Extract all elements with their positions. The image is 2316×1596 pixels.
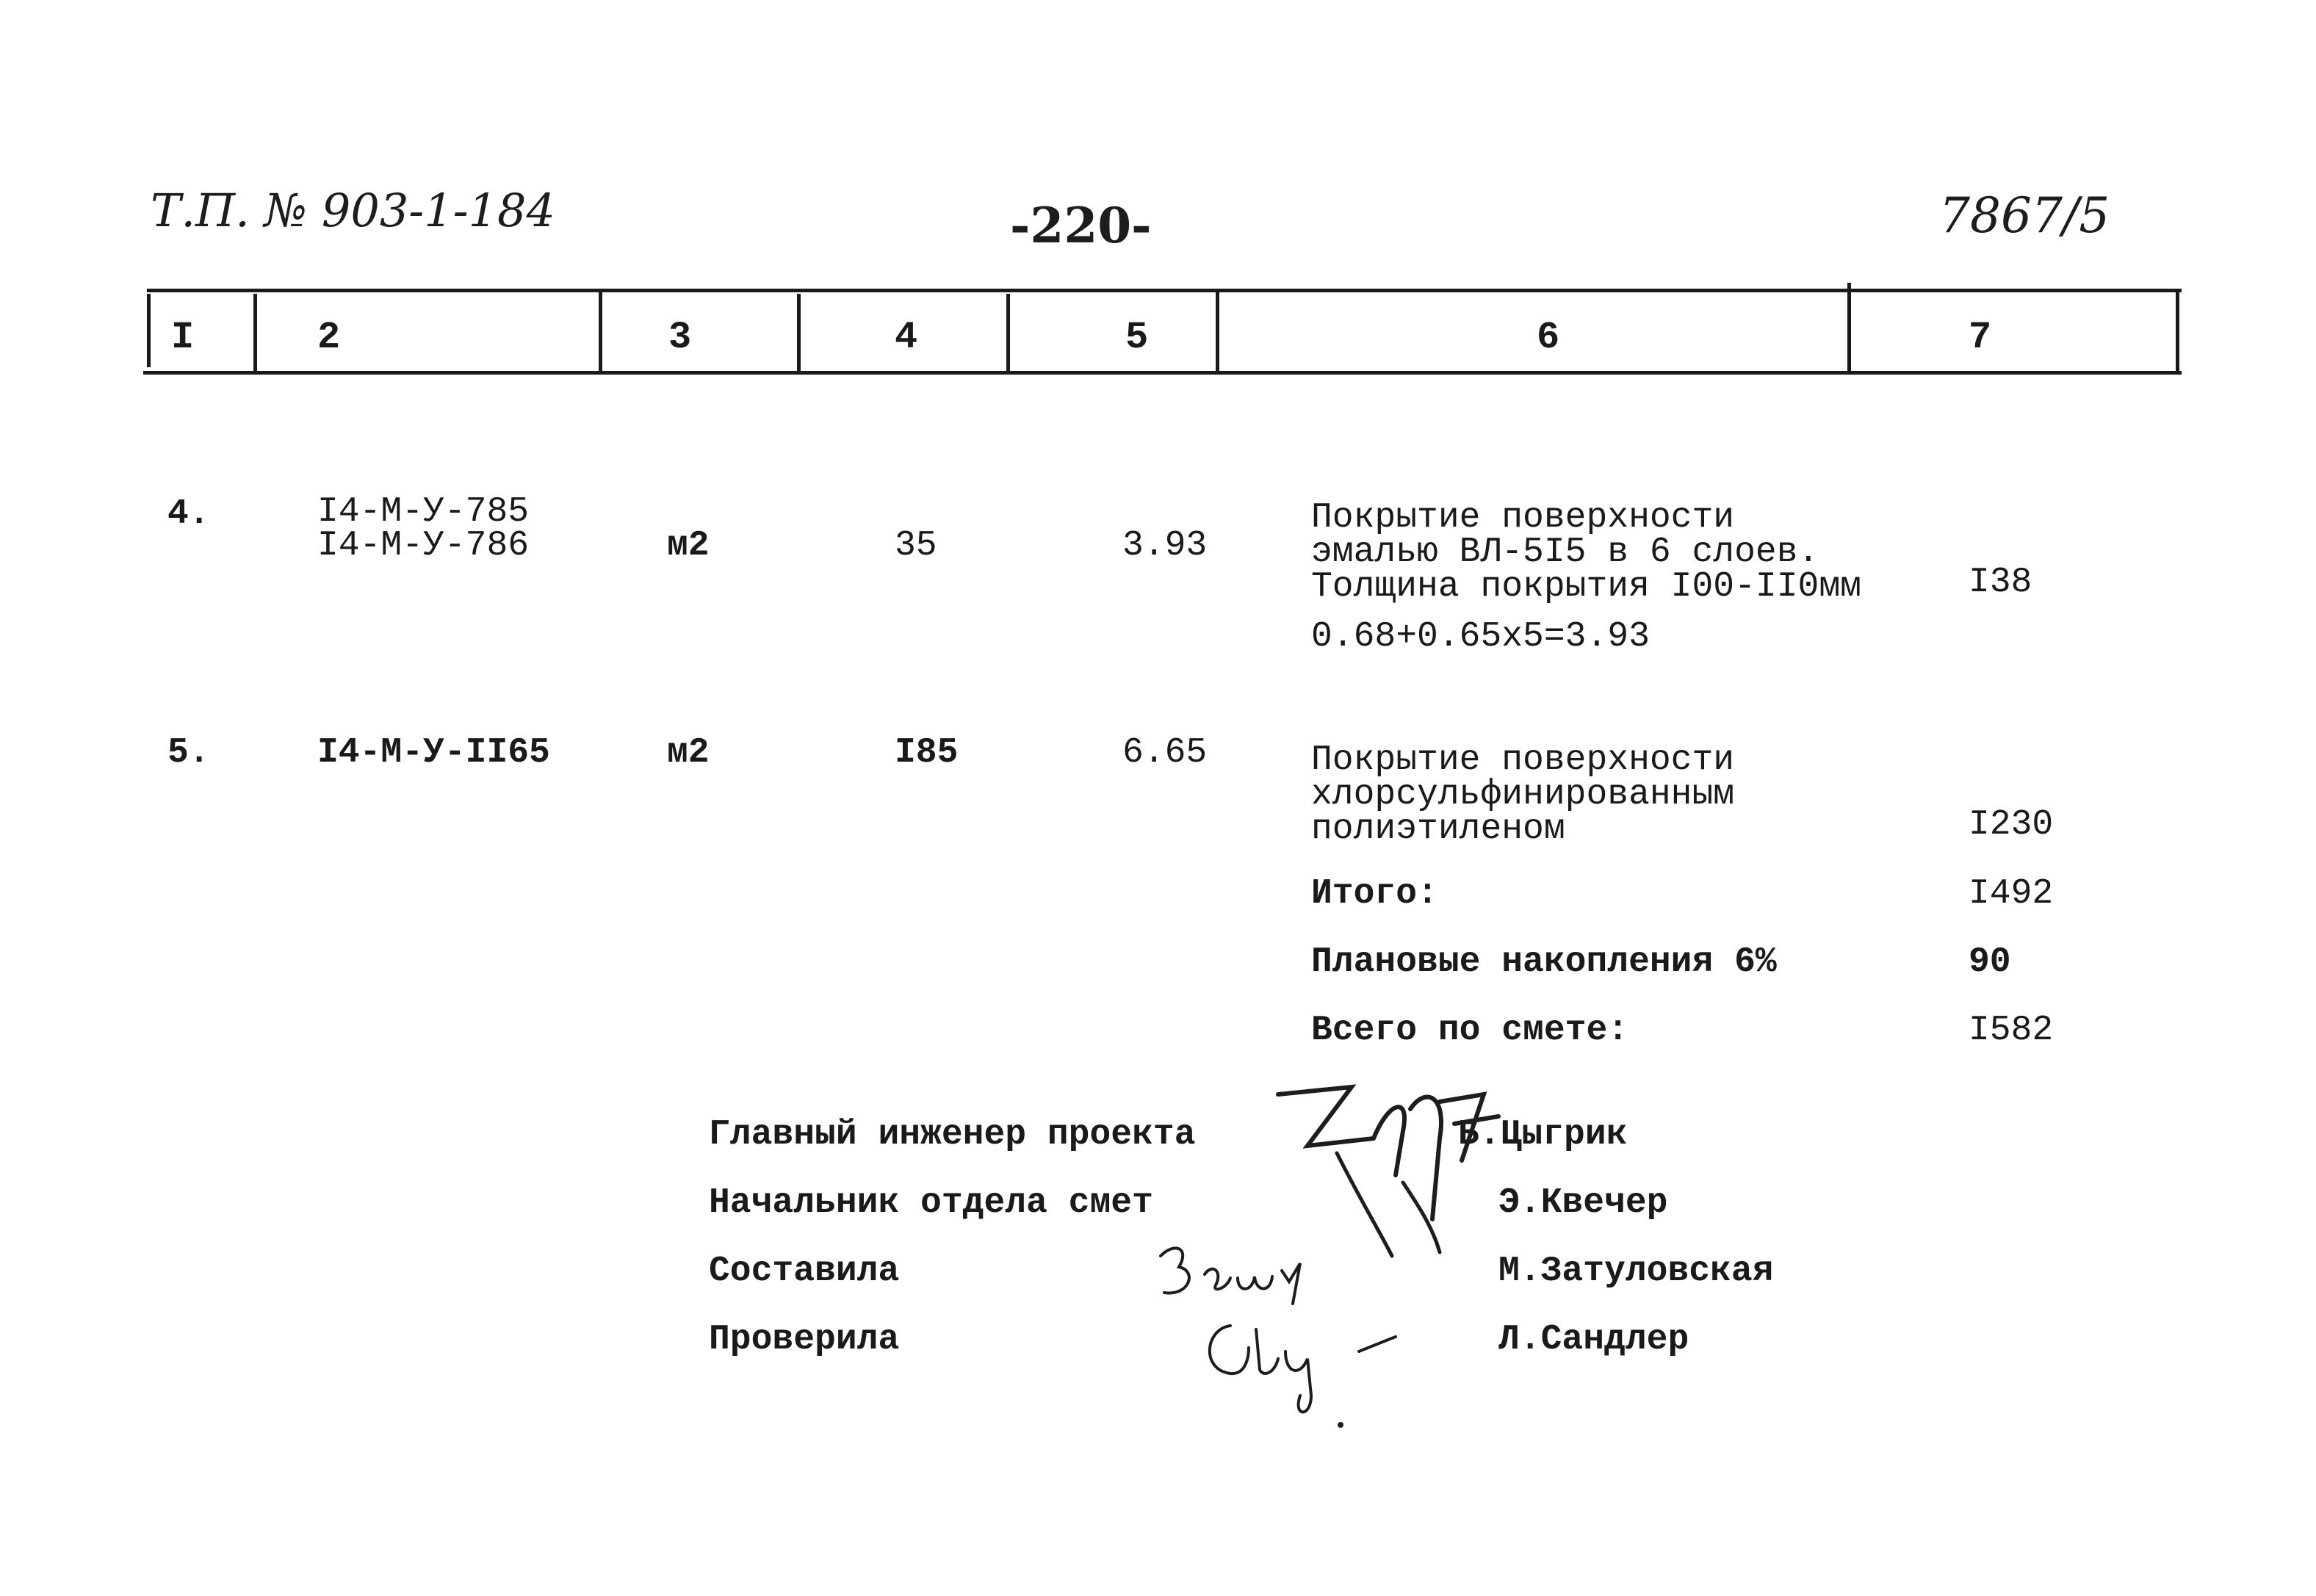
page-number: -220- bbox=[1010, 197, 1152, 254]
column-number-5: 5 bbox=[1125, 316, 1149, 359]
table-header-bottom-rule bbox=[143, 371, 2182, 375]
table-header-top-rule bbox=[147, 289, 2182, 292]
grand-total-label: Всего по смете: bbox=[1311, 1011, 1629, 1050]
column-divider bbox=[1847, 283, 1851, 375]
column-divider bbox=[253, 294, 257, 375]
signatory-role: Составила bbox=[709, 1252, 900, 1291]
signatory-role: Проверила bbox=[709, 1320, 900, 1360]
row-code: I4-М-У-786 bbox=[317, 526, 530, 566]
row-unit: м2 bbox=[667, 733, 710, 773]
column-divider bbox=[1216, 290, 1219, 375]
column-number-4: 4 bbox=[895, 316, 918, 359]
row-code: I4-М-У-II65 bbox=[317, 733, 550, 773]
row-description-line: Покрытие поверхности bbox=[1311, 498, 1735, 538]
column-number-2: 2 bbox=[317, 316, 341, 359]
planned-accumulation-value: 90 bbox=[1969, 942, 2011, 982]
planned-accumulation-label: Плановые накопления 6% bbox=[1311, 942, 1777, 982]
column-number-1: I bbox=[171, 316, 195, 359]
row-index: 4. bbox=[167, 494, 210, 534]
row-description-line: хлорсульфинированным bbox=[1311, 775, 1735, 815]
row-description-line: полиэтиленом bbox=[1311, 809, 1565, 849]
signatory-role: Начальник отдела смет bbox=[709, 1183, 1153, 1223]
row-rate: 3.93 bbox=[1122, 526, 1208, 566]
column-divider bbox=[599, 290, 602, 375]
column-divider bbox=[1006, 294, 1010, 375]
subtotal-label: Итого: bbox=[1311, 874, 1438, 914]
column-divider bbox=[147, 294, 151, 367]
column-number-6: 6 bbox=[1537, 316, 1560, 359]
row-description-line: эмалью ВЛ-5I5 в 6 слоев. bbox=[1311, 532, 1819, 572]
row-quantity: 35 bbox=[895, 526, 937, 566]
row-calculation: 0.68+0.65x5=3.93 bbox=[1311, 617, 1650, 657]
subtotal-value: I492 bbox=[1969, 874, 2054, 914]
row-index: 5. bbox=[167, 733, 210, 773]
signatory-role: Главный инженер проекта bbox=[709, 1115, 1196, 1155]
signature-compiler bbox=[1153, 1234, 1315, 1315]
signatory-name: Б.Цыгрик bbox=[1458, 1115, 1628, 1155]
column-number-3: 3 bbox=[668, 316, 692, 359]
row-rate: 6.65 bbox=[1122, 733, 1208, 773]
signatory-name: Э.Квечер bbox=[1498, 1183, 1668, 1223]
grand-total-value: I582 bbox=[1969, 1011, 2054, 1050]
signature-checker bbox=[1190, 1307, 1410, 1440]
row-quantity: I85 bbox=[895, 733, 959, 773]
project-number: Т.П. № 903-1-184 bbox=[151, 184, 555, 237]
column-divider bbox=[797, 294, 801, 375]
row-code: I4-М-У-785 bbox=[317, 492, 530, 532]
row-cost: I38 bbox=[1969, 563, 2032, 602]
column-number-7: 7 bbox=[1969, 316, 1992, 359]
row-description-line: Покрытие поверхности bbox=[1311, 740, 1735, 780]
signatory-name: М.Затуловская bbox=[1498, 1252, 1774, 1291]
row-unit: м2 bbox=[667, 526, 710, 566]
row-cost: I230 bbox=[1969, 805, 2054, 845]
sheet-code: 7867/5 bbox=[1939, 187, 2110, 244]
signatory-name: Л.Сандлер bbox=[1498, 1320, 1689, 1360]
row-description-line: Толщина покрытия I00-II0мм bbox=[1311, 567, 1861, 607]
column-divider bbox=[2176, 290, 2179, 375]
